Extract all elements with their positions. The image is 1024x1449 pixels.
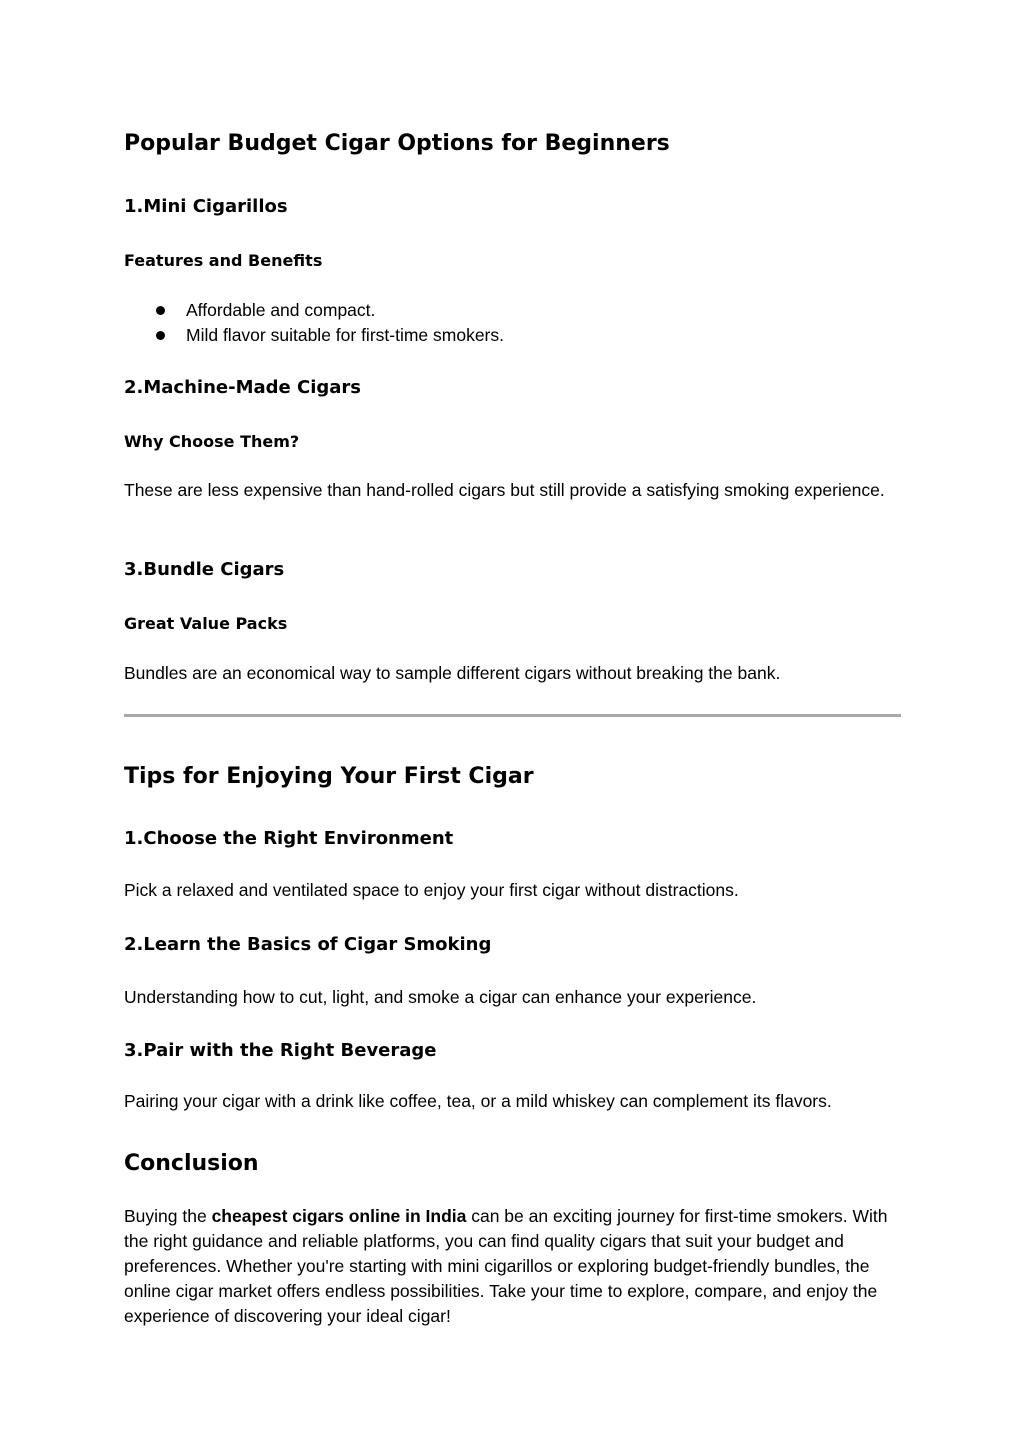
paragraph-right-beverage: Pairing your cigar with a drink like coffee, tea, or a mild whiskey can complement its flavors. — [124, 1091, 832, 1111]
heading-right-environment: 1.Choose the Right Environment — [124, 828, 454, 849]
section-divider — [124, 714, 901, 717]
paragraph-basics-cigar-smoking: Understanding how to cut, light, and smoke a cigar can enhance your experience. — [124, 987, 757, 1007]
section-title-budget-options: Popular Budget Cigar Options for Beginners — [124, 131, 670, 156]
features-list — [124, 298, 504, 348]
bullet-icon — [156, 331, 165, 340]
subheading-features-benefits: Features and Benefits — [124, 251, 323, 270]
subheading-great-value-packs: Great Value Packs — [124, 614, 288, 633]
subheading-why-choose-them: Why Choose Them? — [124, 432, 300, 451]
paragraph-conclusion — [124, 1204, 894, 1329]
heading-mini-cigarillos: 1.Mini Cigarillos — [124, 196, 288, 217]
list-item-text: Mild flavor suitable for first-time smokers. — [186, 325, 504, 345]
paragraph-machine-made: These are less expensive than hand-rolled cigars but still provide a satisfying smoking experience. — [124, 480, 885, 500]
section-title-tips: Tips for Enjoying Your First Cigar — [124, 764, 534, 789]
conclusion-text-rest: can be an exciting journey for first-time smokers. With the right guidance and reliable platforms, you can find quality cigars that suit your budget and preferences. Whether you're starting with mini cigarillos or exploring budget-friendly bundles, the online cigar market offers endless possibilities. Take your time to explore, compare, and enjoy the experience of discovering your ideal cigar! — [124, 1206, 888, 1326]
heading-basics-cigar-smoking: 2.Learn the Basics of Cigar Smoking — [124, 934, 492, 955]
list-item-text: Affordable and compact. — [186, 300, 376, 320]
list-item — [124, 323, 504, 348]
paragraph-right-environment: Pick a relaxed and ventilated space to enjoy your first cigar without distractions. — [124, 880, 739, 900]
paragraph-bundle-cigars: Bundles are an economical way to sample different cigars without breaking the bank. — [124, 663, 781, 683]
heading-right-beverage: 3.Pair with the Right Beverage — [124, 1040, 437, 1061]
list-item — [124, 298, 504, 323]
conclusion-text-start: Buying the — [124, 1206, 212, 1226]
section-title-conclusion: Conclusion — [124, 1151, 259, 1176]
conclusion-keyword: cheapest cigars online in India — [211, 1206, 467, 1226]
heading-bundle-cigars: 3.Bundle Cigars — [124, 559, 285, 580]
bullet-icon — [156, 306, 165, 315]
heading-machine-made-cigars: 2.Machine-Made Cigars — [124, 377, 361, 398]
